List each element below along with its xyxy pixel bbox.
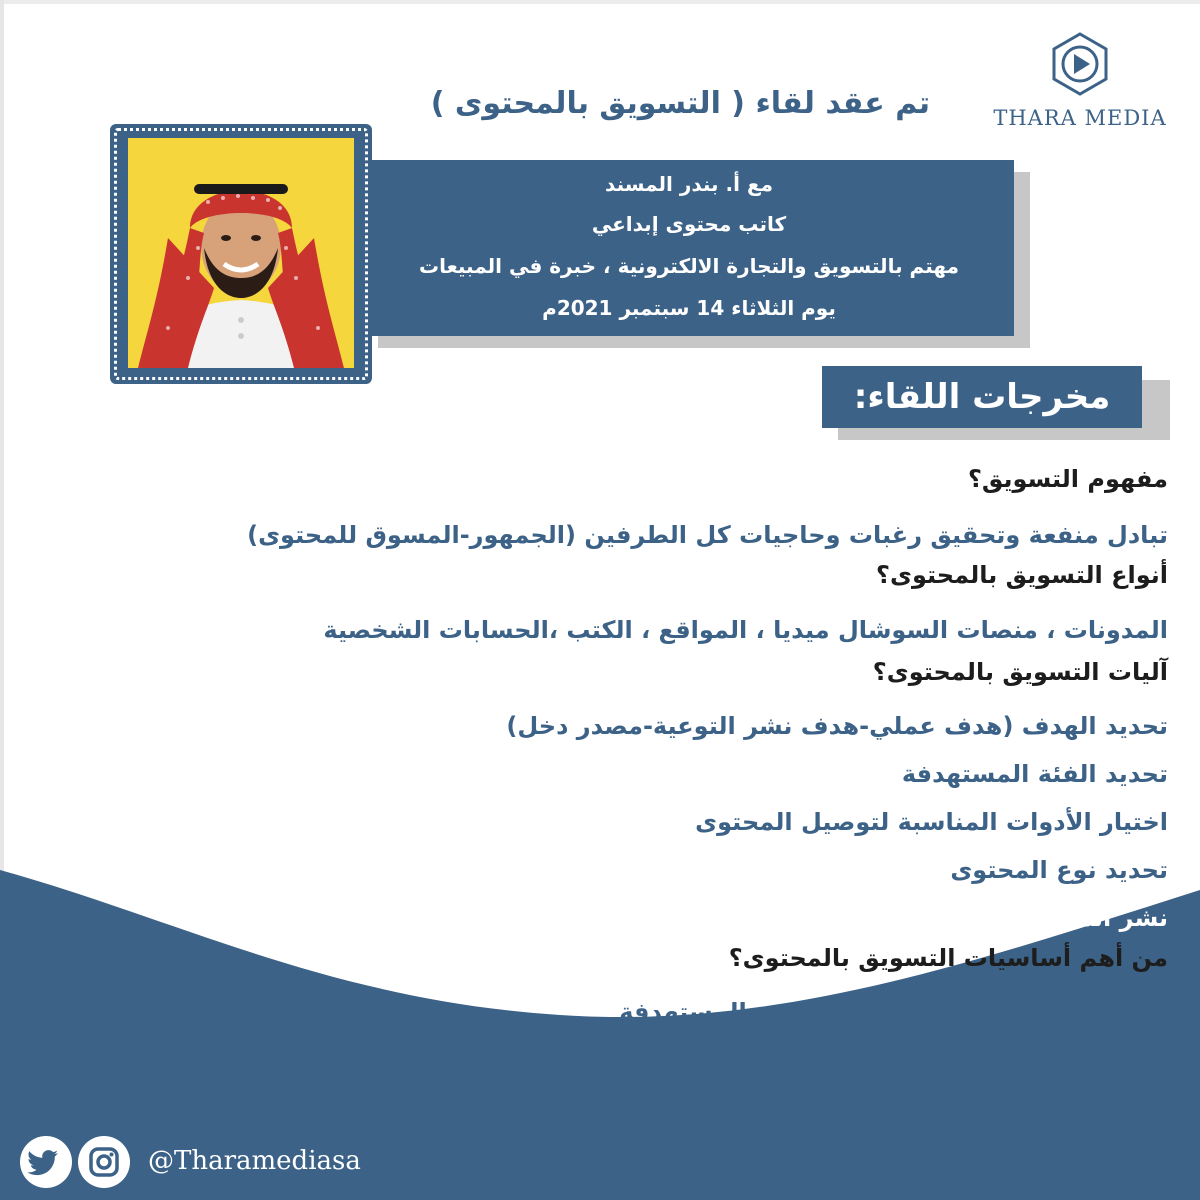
speaker-info-box	[364, 160, 1014, 336]
answer-basics: ١-الصبر والاستمرارية ٢-تحديد الفئة المستهدفة	[619, 998, 1168, 1026]
mechanism-item: تحديد الهدف (هدف عملي-هدف نشر التوعية-مصدر دخل)	[506, 712, 1168, 740]
page-title: تم عقد لقاء ( التسويق بالمحتوى )	[430, 86, 930, 121]
mechanism-item: نشر المحتوى	[1013, 904, 1168, 932]
answer-marketing-concept: تبادل منفعة وتحقيق رغبات وحاجيات كل الطرفين (الجمهور-المسوق للمحتوى)	[247, 521, 1168, 549]
speaker-name: مع أ. بندر المسند	[605, 172, 773, 196]
mechanism-item: تحديد نوع المحتوى	[950, 856, 1168, 884]
answer-content-types: المدونات ، منصات السوشال ميديا ، المواقع ، الكتب ،الحسابات الشخصية	[323, 616, 1168, 644]
speaker-role: كاتب محتوى إبداعي	[591, 212, 787, 236]
top-edge	[0, 0, 1200, 4]
question-mechanisms: آليات التسويق بالمحتوى؟	[872, 658, 1168, 686]
twitter-button[interactable]	[20, 1136, 72, 1188]
question-marketing-concept: مفهوم التسويق؟	[967, 465, 1168, 493]
mechanism-item: اختيار الأدوات المناسبة لتوصيل المحتوى	[695, 808, 1168, 836]
play-triangle-logo-icon	[1052, 32, 1108, 96]
question-basics: من أهم أساسيات التسويق بالمحتوى؟	[728, 944, 1168, 972]
brand-logo	[990, 32, 1170, 132]
instagram-icon	[78, 1136, 130, 1188]
social-handle[interactable]: @Tharamediasa	[148, 1146, 361, 1176]
question-content-types: أنواع التسويق بالمحتوى؟	[876, 561, 1168, 589]
speaker-interests: مهتم بالتسويق والتجارة الالكترونية ، خبرة في المبيعات	[419, 254, 959, 278]
meeting-date: يوم الثلاثاء 14 سبتمبر 2021م	[542, 296, 836, 320]
section-header: مخرجات اللقاء:	[822, 366, 1142, 428]
instagram-button[interactable]	[78, 1136, 130, 1188]
speaker-portrait-icon	[128, 138, 354, 368]
mechanism-item: تحديد الفئة المستهدفة	[901, 760, 1168, 788]
brand-name: THARA MEDIA	[993, 106, 1167, 130]
twitter-icon	[20, 1136, 72, 1188]
speaker-photo	[128, 138, 354, 368]
